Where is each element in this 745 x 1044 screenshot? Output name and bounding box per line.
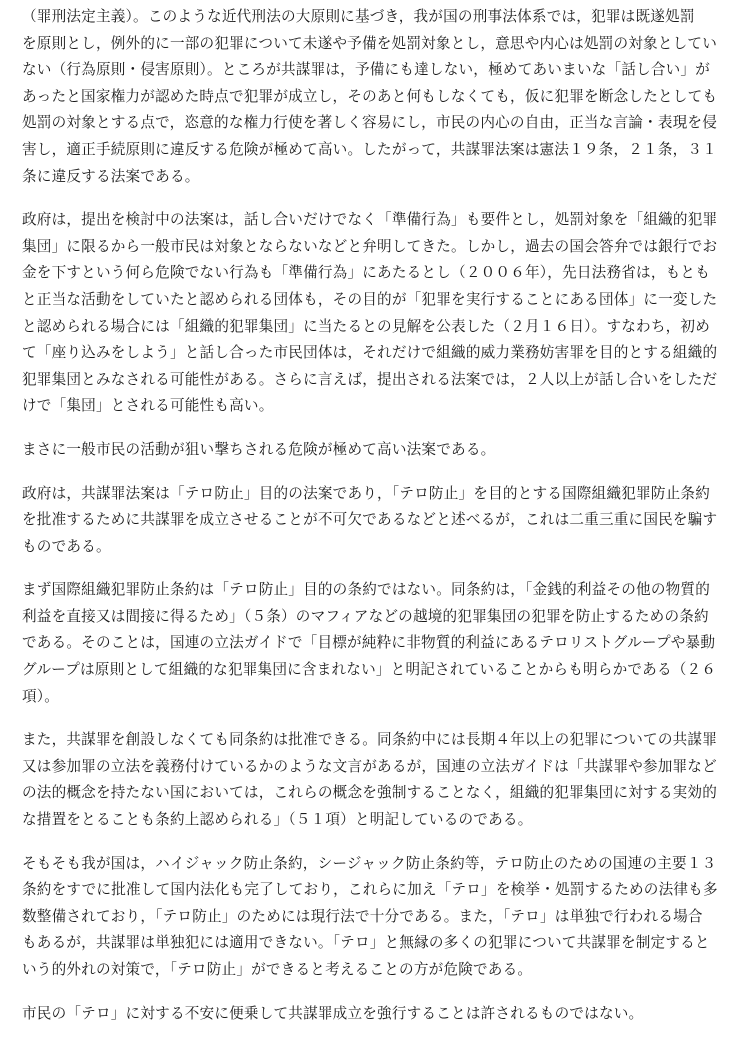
paragraph-convention-purpose: まず国際組織犯罪防止条約は「テロ防止」目的の条約ではない。同条約は，「金銭的利益その他の物質的 利益を直接又は間接に得るため」（５条）のマフィアなどの越境的犯罪集団の犯罪を防止するための条約 である。そのことは，国連の立法ガイドで「目標が純粋に非物質的利益にあるテロリストグループや暴動 グループは原則として組織的な犯罪集団に含まれない」と明記されていることからも明らかである（２６ 項）。 (22, 581, 717, 705)
document-body (22, 4, 734, 1044)
paragraph-existing-laws: そもそも我が国は，ハイジャック防止条約，シージャック防止条約等，テロ防止のための国連の主要１３ 条約をすでに批准して国内法化も完了しており，これらに加え「テロ」を検挙・処罰するための法律も多 数整備されており，「テロ防止」のためには現行法で十分である。また，「テロ」は単独で行われる場合 もあるが，共謀罪は単独犯には適用できない。「テロ」と無縁の多くの犯罪について共謀罪を制定すると いう的外れの対策で，「テロ防止」ができると考えることの方が危険である。 (22, 854, 718, 978)
paragraph-ratification-possible: また，共謀罪を創設しなくても同条約は批准できる。同条約中には長期４年以上の犯罪についての共謀罪 又は参加罪の立法を義務付けているかのような文言があるが，国連の立法ガイドは「共謀罪や参加罪など の法的概念を持たない国においては，これらの概念を強制することなく，組織的犯罪集団に対する実効的 な措置をとることも条約上認められる」（５１項）と明記しているのである。 (22, 731, 718, 829)
paragraph-citizen-risk: まさに一般市民の活動が狙い撃ちされる危険が極めて高い法案である。 (22, 440, 496, 458)
paragraph-government-explanation: 政府は，提出を検討中の法案は，話し合いだけでなく「準備行為」も要件とし，処罰対象を「組織的犯罪 集団」に限るから一般市民は対象とならないなどと弁明してきた。しかし，過去の国会答弁では銀行でお 金を下すという何ら危険でない行為も「準備行為」にあたるとし（２００６年），先日法務省は，もとも と正当な活動をしていたと認められる団体も，その目的が「犯罪を実行することにある団体」に一変した と認められる場合には「組織的犯罪集団」に当たるとの見解を公表した（２月１６日）。すなわち，初め て「座り込みをしよう」と話し合った市民団体は，それだけで組織的威力業務妨害罪を目的とする組織的 犯罪集団とみなされる可能性がある。さらに言えば，提出される法案では，２人以上が話し合いをしただ けで「集団」とされる可能性も高い。 (22, 211, 718, 415)
paragraph-principle-of-legality: （罪刑法定主義）。このような近代刑法の大原則に基づき，我が国の刑事法体系では，犯罪は既遂処罰 を原則とし，例外的に一部の犯罪について未遂や予備を処罰対象とし，意思や内心は処罰の対象としてい ない（行為原則・侵害原則）。ところが共謀罪は，予備にも達しない，極めてあいまいな「話し合い」が あったと国家権力が認めた時点で犯罪が成立し，そのあと何もしなくても，仮に犯罪を断念したとしても 処罰の対象とする点で，恣意的な権力行使を著しく容易にし，市民の内心の自由，正当な言論・表現を侵 害し，適正手続原則に違反する危険が極めて高い。したがって，共謀罪法案は憲法１９条，２１条，３１ 条に違反する法案である。 (22, 8, 718, 185)
paragraph-terror-prevention-claim: 政府は，共謀罪法案は「テロ防止」目的の法案であり，「テロ防止」を目的とする国際組織犯罪防止条約 を批准するために共謀罪を成立させることが不可欠であるなどと述べるが，これは二重三重に国民を騙す ものである。 (22, 484, 718, 555)
paragraph-conclusion: 市民の「テロ」に対する不安に便乗して共謀罪成立を強行することは許されるものではない。 (22, 1004, 644, 1022)
